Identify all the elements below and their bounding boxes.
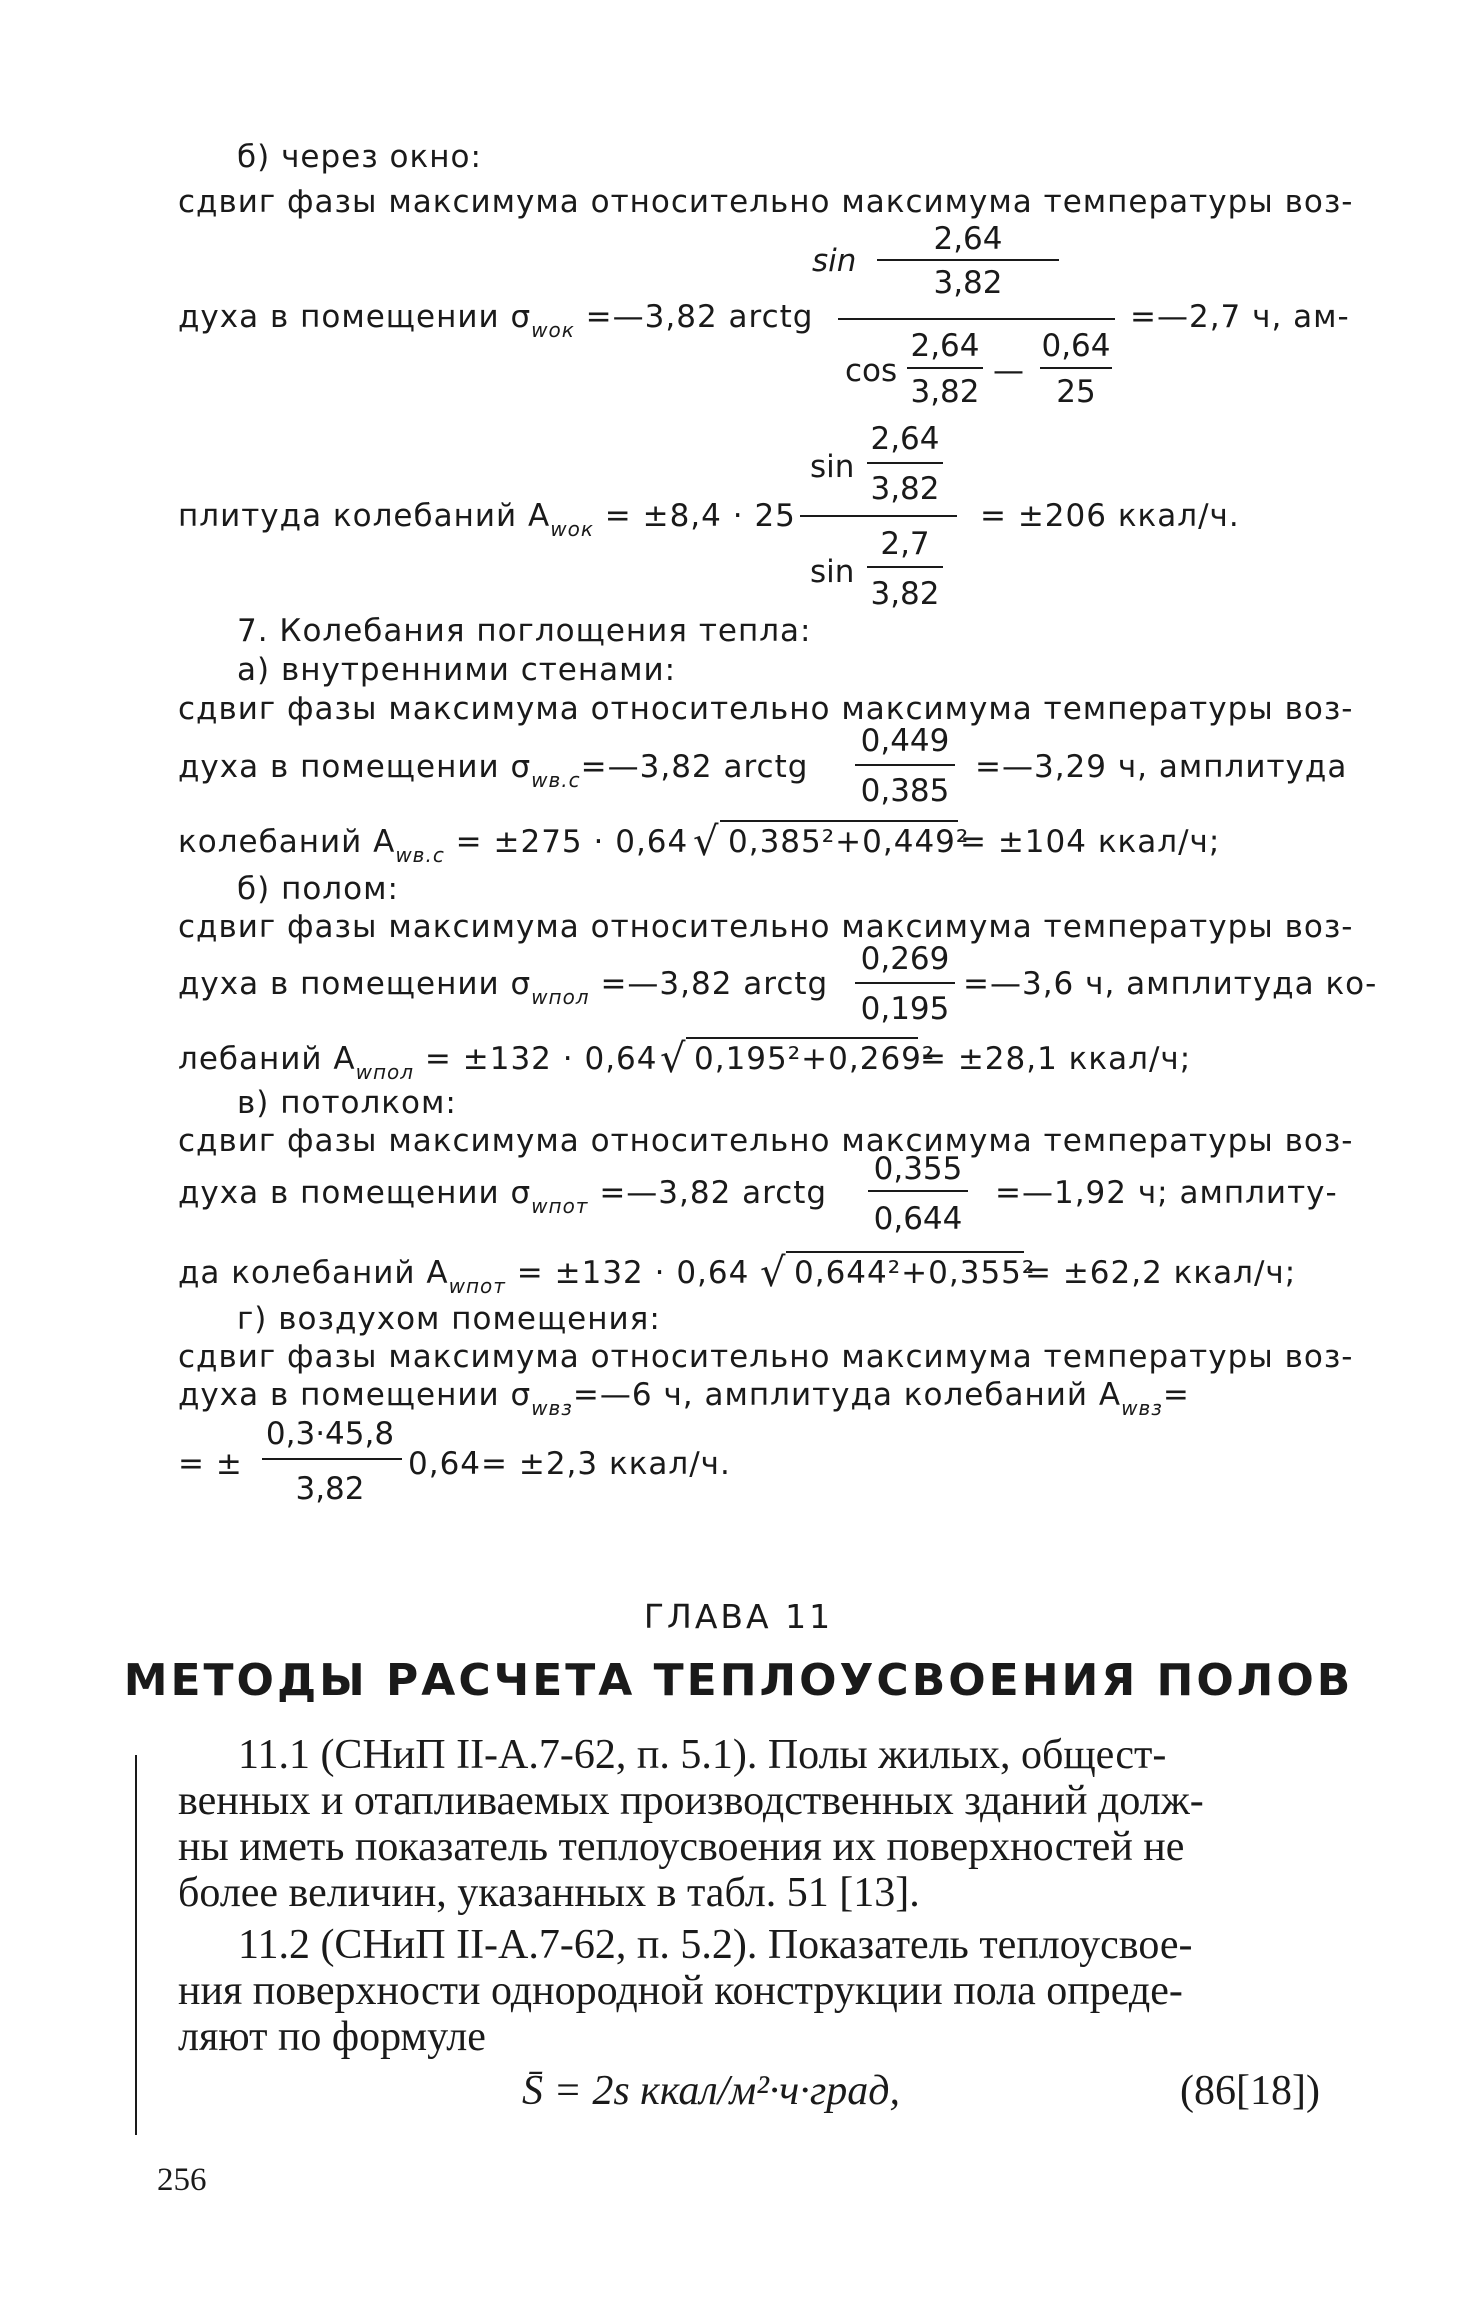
text-line: ны иметь показатель теплоусвоения их поверхностей не	[178, 1824, 1185, 1870]
subscript: wпол	[531, 985, 590, 1009]
fraction-denominator: 0,385	[860, 773, 950, 809]
sqrt-sign: √	[760, 1250, 786, 1296]
minus-sign: —	[993, 353, 1024, 389]
chapter-title: МЕТОДЫ РАСЧЕТА ТЕПЛОУСВОЕНИЯ ПОЛОВ	[123, 1655, 1354, 1706]
formula-sin-label: sin	[812, 243, 857, 279]
text-segment: =—3,82 arctg	[588, 1175, 828, 1211]
text-segment: =—3,82 arctg	[580, 749, 809, 785]
text-segment: духа в помещении σ	[178, 1175, 532, 1211]
formula-line: = ±	[178, 1446, 243, 1482]
fraction-numerator: 0,355	[873, 1151, 963, 1187]
subscript: wок	[531, 318, 575, 342]
text-segment: плитуда колебаний A	[178, 498, 551, 534]
text-segment: колебаний A	[178, 824, 396, 860]
formula-result: =—3,29 ч, амплитуда	[975, 749, 1348, 785]
margin-rule	[135, 1755, 137, 2135]
section-heading: 7. Колебания поглощения тепла:	[237, 613, 812, 649]
text-segment: духа в помещении σ	[178, 966, 532, 1002]
fraction-numerator: 0,449	[860, 723, 950, 759]
page-number: 256	[157, 2162, 207, 2198]
fraction-denominator: 25	[1056, 374, 1096, 410]
text-segment: духа в помещении σ	[178, 299, 532, 335]
formula-line	[178, 1040, 658, 1084]
subsection-heading: б) полом:	[237, 871, 399, 907]
sqrt-overline	[720, 820, 958, 822]
formula-line	[178, 1254, 750, 1298]
text-line: 11.1 (СНиП II-А.7-62, п. 5.1). Полы жилых, общест-	[238, 1732, 1167, 1778]
subscript: wвз	[531, 1396, 573, 1420]
fraction-bar	[800, 515, 957, 517]
formula-cos-label: cos	[845, 353, 898, 389]
subscript: wвз	[1121, 1396, 1163, 1420]
subscript: wв.с	[531, 768, 581, 792]
text-line: ния поверхности однородной конструкции пола опреде-	[178, 1968, 1183, 2014]
radicand: 0,385²+0,449²	[728, 824, 970, 860]
fraction-bar	[1040, 367, 1112, 369]
fraction-bar	[838, 318, 1115, 320]
formula-result: =—2,7 ч, ам-	[1130, 299, 1350, 335]
text-segment: духа в помещении σ	[178, 1377, 532, 1413]
formula-line	[178, 497, 796, 541]
sqrt-sign: √	[660, 1036, 686, 1082]
fraction-denominator: 3,82	[870, 471, 940, 507]
subsection-heading: г) воздухом помещения:	[237, 1301, 661, 1337]
fraction-bar	[855, 764, 955, 766]
sqrt-sign: √	[693, 819, 719, 865]
fraction-numerator: 0,3·45,8	[265, 1416, 395, 1452]
chapter-label: ГЛАВА 11	[643, 1597, 834, 1636]
text-line: венных и отапливаемых производственных зданий долж-	[178, 1778, 1204, 1824]
fraction-denominator: 0,195	[860, 991, 950, 1027]
text-segment: =—6 ч, амплитуда колебаний A	[572, 1377, 1122, 1413]
subsection-heading: а) внутренними стенами:	[237, 652, 677, 688]
formula-result: = ±28,1 ккал/ч;	[920, 1041, 1192, 1077]
formula-line	[178, 1174, 828, 1218]
text-line: более величин, указанных в табл. 51 [13].	[178, 1870, 920, 1916]
subscript: wпот	[531, 1194, 589, 1218]
subscript: wв.с	[395, 843, 445, 867]
radicand: 0,195²+0,269²	[694, 1041, 936, 1077]
formula-result: =—3,6 ч, амплитуда ко-	[963, 966, 1378, 1002]
fraction-numerator: 0,269	[860, 941, 950, 977]
subscript: wпот	[448, 1274, 506, 1298]
text-line: сдвиг фазы максимума относительно максимума температуры воз-	[178, 691, 1354, 727]
fraction-denominator: 3,82	[295, 1471, 365, 1507]
fraction-numerator: 0,64	[1041, 328, 1111, 364]
fraction-bar	[262, 1458, 402, 1460]
formula-86: S̄ = 2s ккал/м²·ч·град,	[522, 2068, 900, 2114]
sqrt-overline	[686, 1037, 918, 1039]
text-segment: = ±132 · 0,64	[414, 1041, 658, 1077]
text-segment: =	[1162, 1377, 1190, 1413]
text-line: сдвиг фазы максимума относительно максимума температуры воз-	[178, 909, 1354, 945]
formula-result: =—1,92 ч; амплиту-	[995, 1175, 1338, 1211]
sqrt-overline	[786, 1251, 1024, 1253]
formula-result: = ±104 ккал/ч;	[960, 824, 1221, 860]
fraction-numerator: 2,7	[880, 526, 930, 562]
text-line: сдвиг фазы максимума относительно максимума температуры воз-	[178, 1123, 1354, 1159]
text-segment: = ±275 · 0,64	[444, 824, 689, 860]
text-segment: лебаний A	[178, 1041, 356, 1077]
subsection-heading: в) потолком:	[237, 1085, 457, 1121]
formula-line	[178, 298, 814, 342]
fraction-bar	[867, 462, 943, 464]
fraction-denominator: 0,644	[873, 1201, 963, 1237]
formula-sin-label: sin	[810, 554, 855, 590]
text-line: ляют по формуле	[178, 2014, 486, 2060]
text-segment: = ±132 · 0,64	[505, 1255, 750, 1291]
radicand: 0,644²+0,355²	[794, 1255, 1036, 1291]
fraction-numerator: 2,64	[870, 421, 940, 457]
text-segment: =—3,82 arctg	[574, 299, 814, 335]
text-line: сдвиг фазы максимума относительно максимума температуры воз-	[178, 184, 1354, 220]
text-segment: духа в помещении σ	[178, 749, 532, 785]
formula-line	[178, 965, 829, 1009]
fraction-bar	[867, 566, 943, 568]
fraction-bar	[855, 982, 955, 984]
formula-reference: (86[18])	[1180, 2068, 1320, 2114]
fraction-numerator: 2,64	[910, 328, 980, 364]
subscript: wпол	[355, 1060, 415, 1084]
fraction-denominator: 3,82	[933, 265, 1003, 301]
subscript: wок	[550, 517, 594, 541]
fraction-bar	[877, 259, 1059, 261]
fraction-denominator: 3,82	[910, 374, 980, 410]
formula-line	[178, 1376, 1190, 1420]
formula-sin-label: sin	[810, 449, 855, 485]
fraction-bar	[868, 1190, 968, 1192]
text-segment: =—3,82 arctg	[589, 966, 829, 1002]
text-segment: да колебаний A	[178, 1255, 449, 1291]
text-line: 11.2 (СНиП II-А.7-62, п. 5.2). Показатель теплоусвое-	[238, 1922, 1193, 1968]
formula-line	[178, 823, 689, 867]
formula-line	[178, 748, 809, 792]
subsection-heading: б) через окно:	[237, 139, 482, 175]
text-line: сдвиг фазы максимума относительно максимума температуры воз-	[178, 1339, 1354, 1375]
fraction-numerator: 2,64	[933, 221, 1003, 257]
formula-result: = ±62,2 ккал/ч;	[1025, 1255, 1297, 1291]
fraction-denominator: 3,82	[870, 576, 940, 612]
formula-result: 0,64= ±2,3 ккал/ч.	[408, 1446, 731, 1482]
fraction-bar	[907, 367, 983, 369]
formula-result: = ±206 ккал/ч.	[980, 498, 1240, 534]
text-segment: = ±8,4 · 25	[593, 498, 796, 534]
